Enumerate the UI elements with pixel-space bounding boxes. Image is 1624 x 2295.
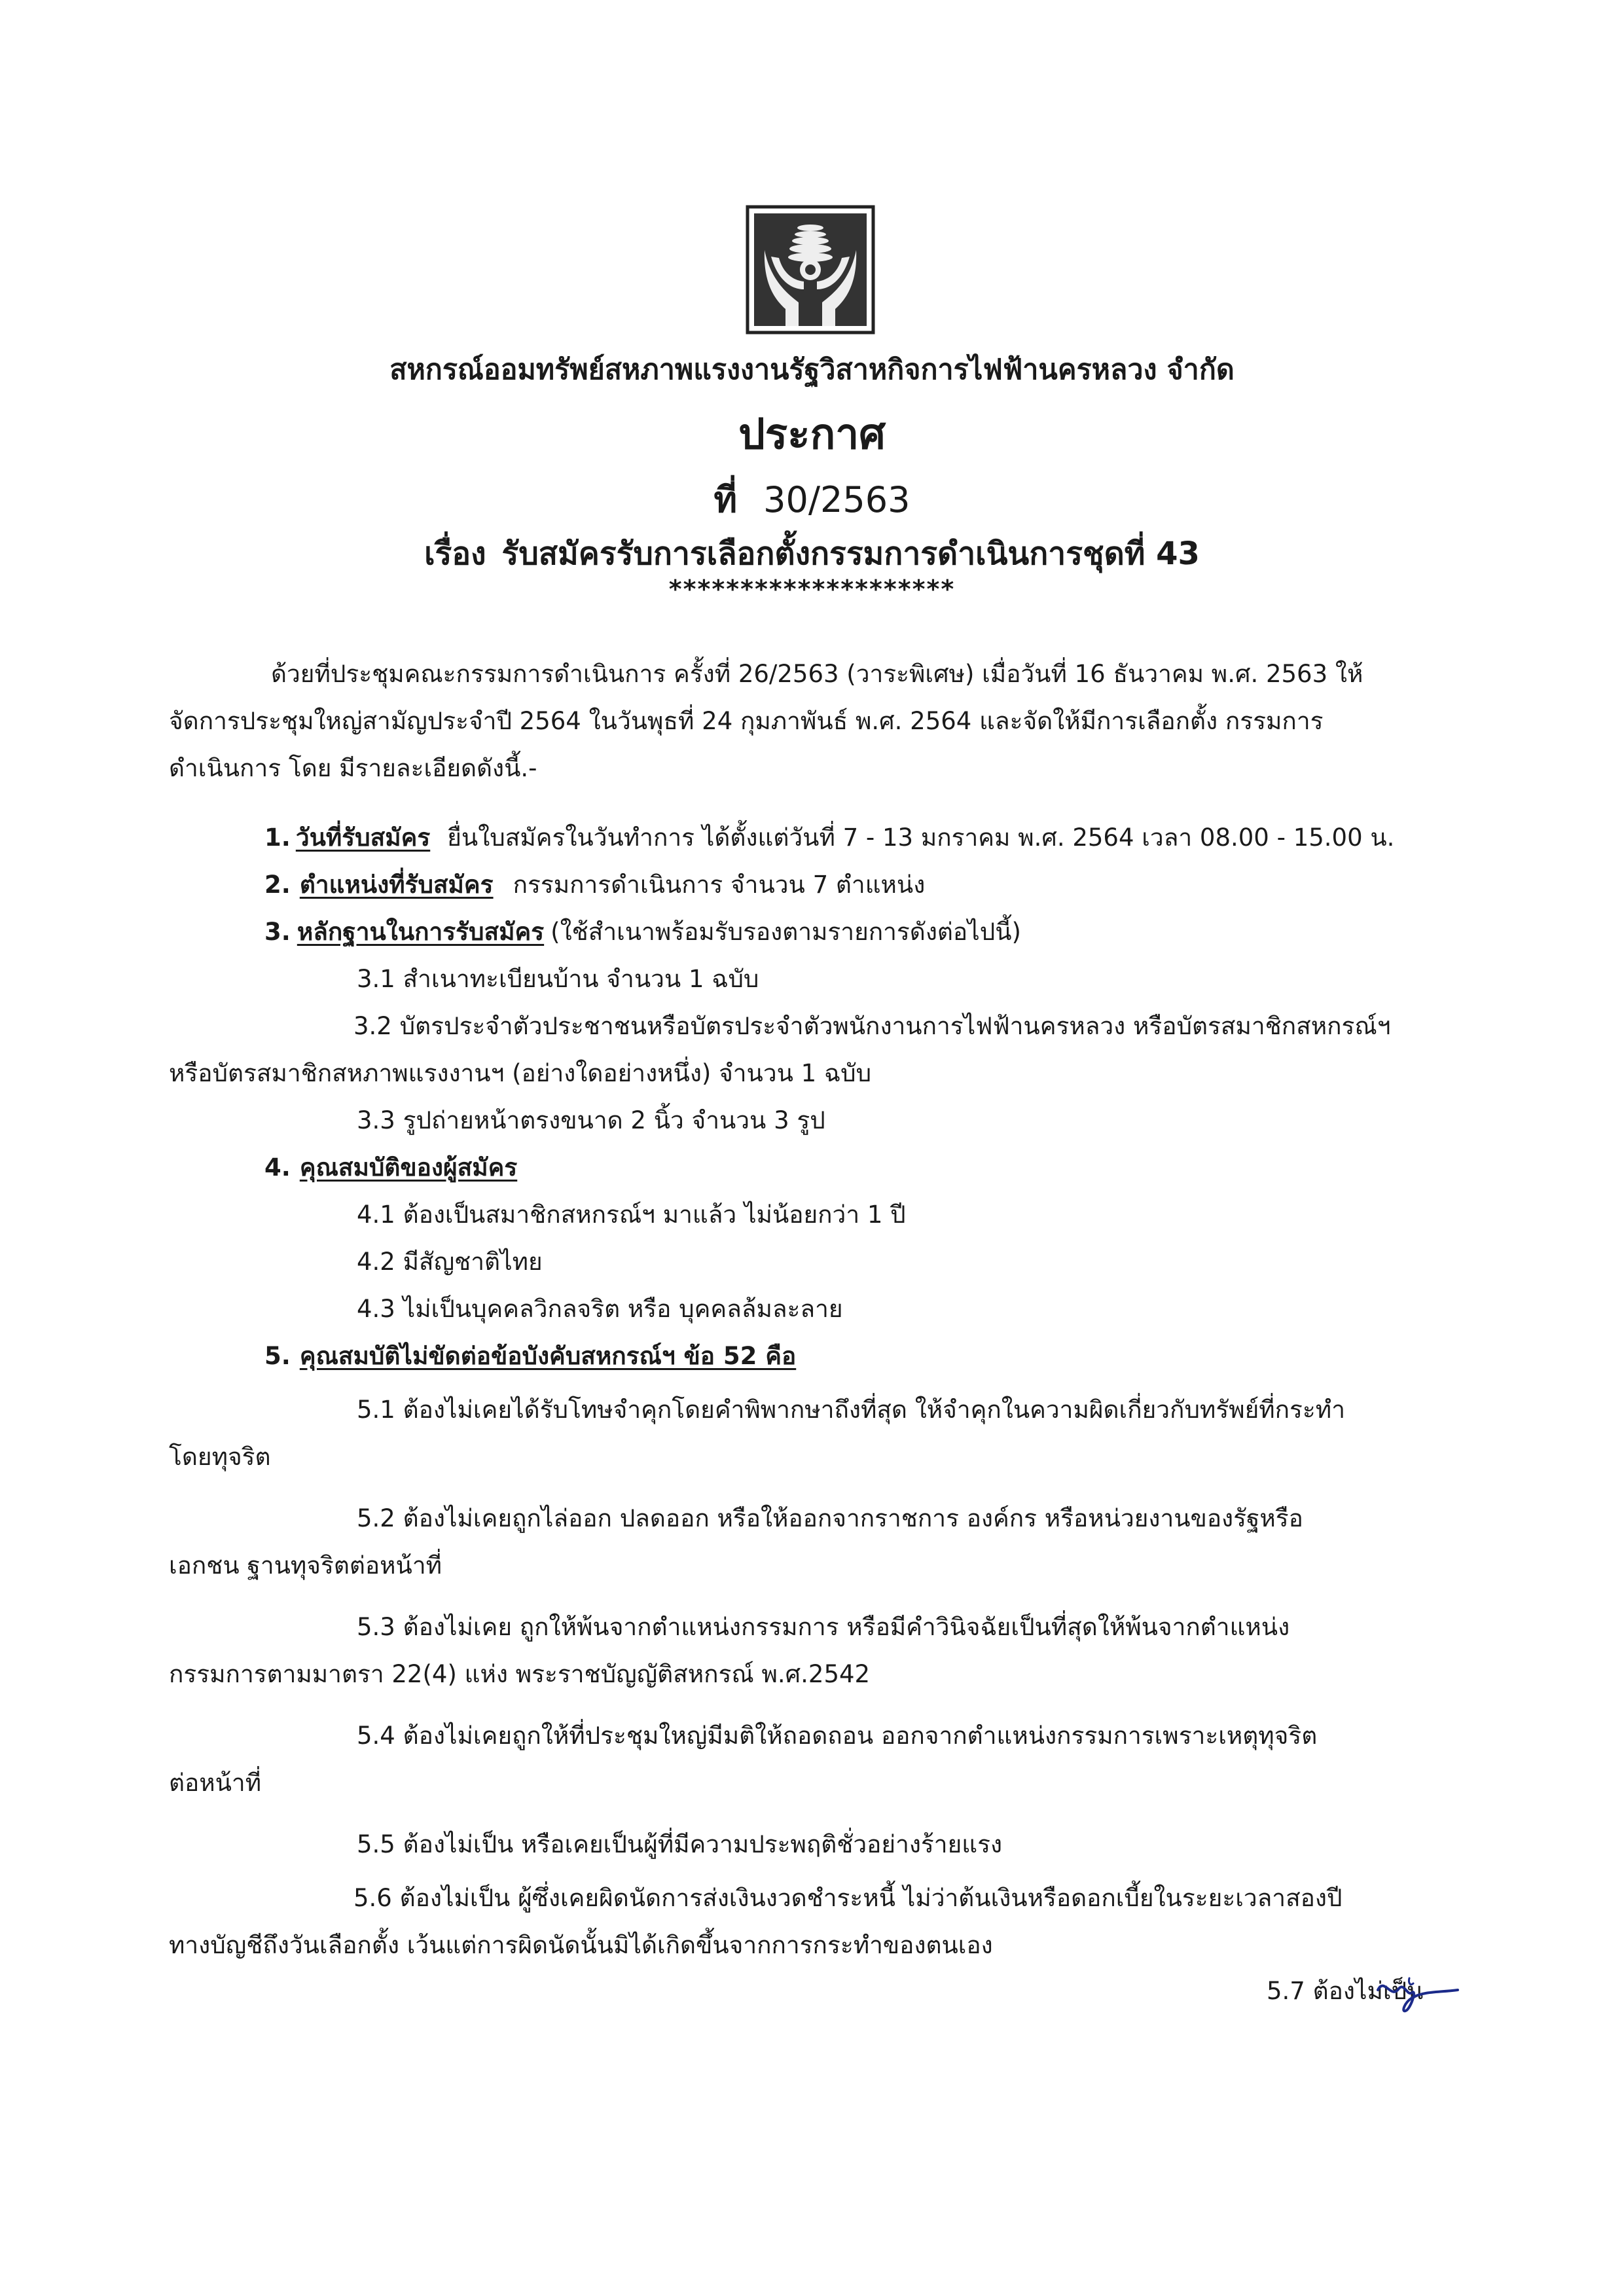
section-3-item-2-line-2: หรือบัตรสมาชิกสหภาพแรงงานฯ (อย่างใดอย่างหนึ่ง) จำนวน 1 ฉบับ xyxy=(169,1059,872,1087)
document-type-title: ประกาศ xyxy=(738,410,886,459)
section-3-number: 3. xyxy=(264,918,291,946)
section-5-item-3-line-2: กรรมการตามมาตรา 22(4) แห่ง พระราชบัญญัติสหกรณ์ พ.ศ.2542 xyxy=(169,1660,871,1688)
section-5-item-5: 5.5 ต้องไม่เป็น หรือเคยเป็นผู้ที่มีความประพฤติชั่วอย่างร้ายแรง xyxy=(357,1830,1003,1858)
section-1 xyxy=(264,818,1394,857)
section-5 xyxy=(264,1337,796,1375)
section-2 xyxy=(264,865,925,904)
subject-label: เรื่อง xyxy=(424,535,486,572)
cooperative-logo-icon xyxy=(745,204,876,335)
section-5-item-1-line-1: 5.1 ต้องไม่เคยได้รับโทษจำคุกโดยคำพิพากษาถึงที่สุด ให้จำคุกในความผิดเกี่ยวกับทรัพย์ที่กระทำ xyxy=(357,1396,1345,1424)
signature-icon xyxy=(1371,1964,1463,2016)
intro-line-1: ด้วยที่ประชุมคณะกรรมการดำเนินการ ครั้งที่ 26/2563 (วาระพิเศษ) เมื่อวันที่ 16 ธันวาคม พ.ศ. 2563 ให้ xyxy=(271,660,1363,688)
section-2-text: กรรมการดำเนินการ จำนวน 7 ตำแหน่ง xyxy=(513,871,926,899)
section-1-number: 1. xyxy=(264,823,291,852)
section-5-item-2-line-1: 5.2 ต้องไม่เคยถูกไล่ออก ปลดออก หรือให้ออกจากราชการ องค์กร หรือหน่วยงานของรัฐหรือ xyxy=(357,1504,1303,1532)
section-4-heading: คุณสมบัติของผู้สมัคร xyxy=(299,1153,518,1182)
section-5-item-6-line-1: 5.6 ต้องไม่เป็น ผู้ซึ่งเคยผิดนัดการส่งเงินงวดชำระหนี้ ไม่ว่าต้นเงินหรือดอกเบี้ยในระยะเวลาสองปี xyxy=(353,1884,1343,1912)
section-4-number: 4. xyxy=(264,1153,291,1182)
section-3 xyxy=(264,913,1021,951)
section-3-item-2-line-1: 3.2 บัตรประจำตัวประชาชนหรือบัตรประจำตัวพนักงานการไฟฟ้านครหลวง หรือบัตรสมาชิกสหกรณ์ฯ xyxy=(353,1012,1391,1040)
section-2-heading: ตำแหน่งที่รับสมัคร xyxy=(299,871,494,899)
subject-text: รับสมัครรับการเลือกตั้งกรรมการดำเนินการชุดที่ 43 xyxy=(501,535,1200,572)
section-3-item-1: 3.1 สำเนาทะเบียนบ้าน จำนวน 1 ฉบับ xyxy=(357,965,759,993)
section-3-heading: หลักฐานในการรับสมัคร xyxy=(297,918,545,946)
continuation-text: 5.7 ต้องไม่เป็น xyxy=(1267,1977,1424,2005)
section-3-text: (ใช้สำเนาพร้อมรับรองตามรายการดังต่อไปนี้) xyxy=(550,918,1021,946)
section-5-item-2-line-2: เอกชน ฐานทุจริตต่อหน้าที่ xyxy=(169,1551,442,1580)
document-number-label: ที่ xyxy=(713,479,738,520)
section-4 xyxy=(264,1148,517,1187)
document-subject xyxy=(0,529,1624,579)
organization-name: สหกรณ์ออมทรัพย์สหภาพแรงงานรัฐวิสาหกิจการไฟฟ้านครหลวง จำกัด xyxy=(389,353,1235,386)
section-2-number: 2. xyxy=(264,871,291,899)
section-5-heading: คุณสมบัติไม่ขัดต่อข้อบังคับสหกรณ์ฯ ข้อ 52 คือ xyxy=(299,1342,797,1370)
document-number xyxy=(0,471,1624,528)
intro-line-2: จัดการประชุมใหญ่สามัญประจำปี 2564 ในวันพุธที่ 24 กุมภาพันธ์ พ.ศ. 2564 และจัดให้มีการเลือกตั้ง กรรมการ xyxy=(169,707,1324,735)
intro-line-3: ดำเนินการ โดย มีรายละเอียดดังนี้.- xyxy=(169,754,537,782)
section-5-item-6-line-2: ทางบัญชีถึงวันเลือกตั้ง เว้นแต่การผิดนัดนั้นมิได้เกิดขึ้นจากการกระทำของตนเอง xyxy=(169,1931,993,1959)
section-5-item-4-line-2: ต่อหน้าที่ xyxy=(169,1769,262,1797)
section-1-text: ยื่นใบสมัครในวันทำการ ได้ตั้งแต่วันที่ 7 - 13 มกราคม พ.ศ. 2564 เวลา 08.00 - 15.00 น. xyxy=(447,823,1395,852)
section-4-item-2: 4.2 มีสัญชาติไทย xyxy=(357,1248,543,1276)
section-1-heading: วันที่รับสมัคร xyxy=(295,823,431,852)
section-3-item-3: 3.3 รูปถ่ายหน้าตรงขนาด 2 นิ้ว จำนวน 3 รูป xyxy=(357,1106,825,1134)
section-5-number: 5. xyxy=(264,1342,291,1370)
section-4-item-3: 4.3 ไม่เป็นบุคคลวิกลจริต หรือ บุคคลล้มละลาย xyxy=(357,1295,843,1323)
document-number-value: 30/2563 xyxy=(763,479,911,520)
section-5-item-3-line-1: 5.3 ต้องไม่เคย ถูกให้พ้นจากตำแหน่งกรรมการ หรือมีคำวินิจฉัยเป็นที่สุดให้พ้นจากตำแหน่ง xyxy=(357,1613,1290,1641)
section-4-item-1: 4.1 ต้องเป็นสมาชิกสหกรณ์ฯ มาแล้ว ไม่น้อยกว่า 1 ปี xyxy=(357,1201,906,1229)
section-5-item-4-line-1: 5.4 ต้องไม่เคยถูกให้ที่ประชุมใหญ่มีมติให้ถอดถอน ออกจากตำแหน่งกรรมการเพราะเหตุทุจริต xyxy=(357,1722,1318,1750)
separator-stars: ******************** xyxy=(668,575,956,604)
section-5-item-1-line-2: โดยทุจริต xyxy=(169,1443,271,1471)
